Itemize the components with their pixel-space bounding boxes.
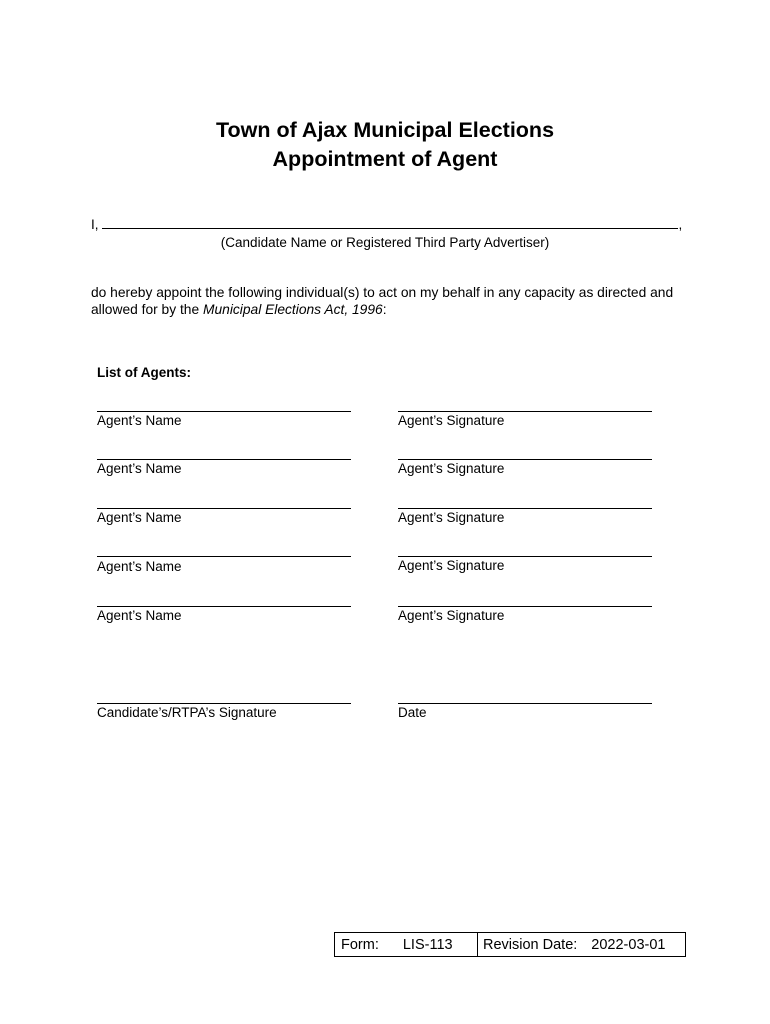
agent-signature-field[interactable] (398, 411, 652, 412)
agent-signature-label: Agent’s Signature (398, 510, 505, 525)
intro-suffix: , (678, 217, 683, 232)
date-field[interactable] (398, 703, 652, 704)
agent-signature-field[interactable] (398, 556, 652, 557)
form-number: LIS-113 (402, 936, 453, 953)
agent-signature-label: Agent’s Signature (398, 461, 505, 476)
agent-signature-label: Agent’s Signature (398, 413, 505, 428)
agent-name-field[interactable] (97, 508, 351, 509)
agent-signature-label: Agent’s Signature (398, 558, 505, 573)
form-label: Form: (341, 936, 379, 953)
revision-label: Revision Date: (483, 936, 578, 953)
form-number-cell (335, 933, 478, 956)
document-title: Town of Ajax Municipal Elections (215, 118, 555, 142)
paragraph-text: do hereby appoint the following individual(s) to act on my behalf in any capacity as directed and allowed for by the (91, 285, 674, 317)
appointment-paragraph (91, 284, 691, 318)
agent-name-label: Agent’s Name (97, 559, 182, 574)
paragraph-end: : (382, 302, 387, 317)
revision-date: 2022-03-01 (591, 936, 666, 953)
candidate-name-line (91, 216, 682, 232)
form-info-box (334, 932, 686, 957)
agent-name-label: Agent’s Name (97, 461, 182, 476)
document-subtitle: Appointment of Agent (272, 147, 498, 171)
revision-date-cell (478, 933, 685, 956)
agent-name-field[interactable] (97, 606, 351, 607)
agent-name-field[interactable] (97, 459, 351, 460)
agent-signature-field[interactable] (398, 508, 652, 509)
agent-name-label: Agent’s Name (97, 510, 182, 525)
intro-prefix: I, (91, 217, 99, 232)
agent-name-field[interactable] (97, 556, 351, 557)
agent-signature-field[interactable] (398, 459, 652, 460)
date-label: Date (398, 705, 427, 720)
list-of-agents-heading: List of Agents: (97, 365, 191, 380)
agent-signature-field[interactable] (398, 606, 652, 607)
candidate-name-caption: (Candidate Name or Registered Third Party Advertiser) (220, 235, 550, 250)
agent-name-field[interactable] (97, 411, 351, 412)
candidate-signature-field[interactable] (97, 703, 351, 704)
act-name: Municipal Elections Act, 1996 (202, 302, 383, 317)
agent-name-label: Agent’s Name (97, 413, 182, 428)
candidate-name-field[interactable] (102, 216, 678, 229)
agent-name-label: Agent’s Name (97, 608, 182, 623)
candidate-signature-label: Candidate’s/RTPA’s Signature (97, 705, 277, 720)
agent-signature-label: Agent’s Signature (398, 608, 505, 623)
